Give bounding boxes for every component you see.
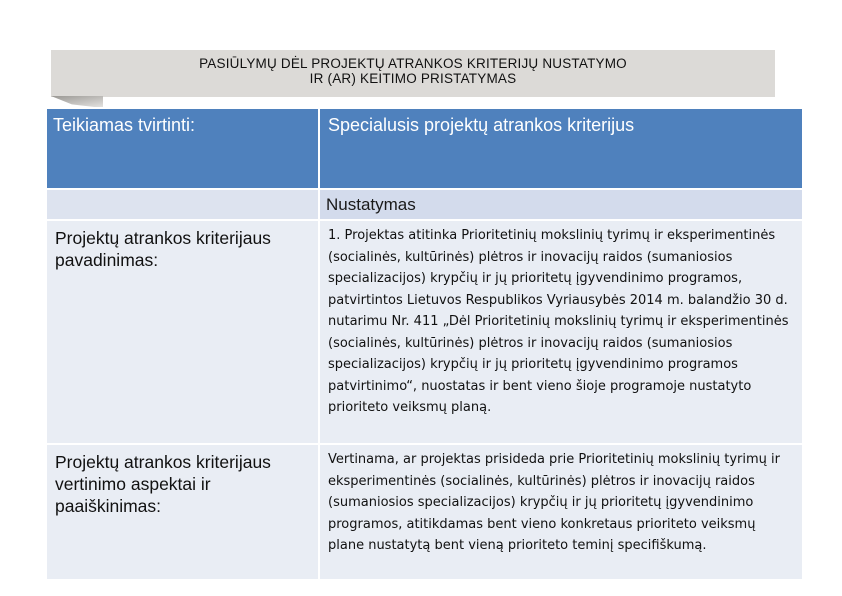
- slide-title-line-1: PASIŪLYMŲ DĖL PROJEKTŲ ATRANKOS KRITERIJŲ NUSTATYMO: [199, 56, 627, 71]
- criterion-name-label: Projektų atrankos kriterijaus pavadinimas:: [46, 220, 319, 444]
- subheader-empty-cell: [46, 189, 319, 220]
- slide-title-banner: [51, 50, 775, 97]
- header-right-cell: Specialusis projektų atrankos kriterijus: [319, 108, 803, 189]
- slide-title-line-2: IR (AR) KEITIMO PRISTATYMAS: [309, 71, 517, 86]
- table-row: [46, 220, 803, 444]
- table-row: [46, 444, 803, 580]
- criterion-aspects-label: Projektų atrankos kriterijaus vertinimo aspektai ir paaiškinimas:: [46, 444, 319, 580]
- table-header-row: [46, 108, 803, 189]
- table-subheader-row: [46, 189, 803, 220]
- criterion-aspects-value: Vertinama, ar projektas prisideda prie Prioritetinių mokslinių tyrimų ir eksperimentinės (socialinės, kultūrinės) plėtros ir inovacijų raidos (sumaniosios specializacijos) krypčių ir jų prioritetų įgyvendinimo programos, atitikdamas bent vieno konkretaus prioriteto veiksmų plane nustatytą bent vieną prioriteto teminį specifiškumą.: [319, 444, 803, 580]
- criteria-table: [45, 107, 804, 581]
- header-left-cell: Teikiamas tvirtinti:: [46, 108, 319, 189]
- criterion-name-value: 1. Projektas atitinka Prioritetinių mokslinių tyrimų ir eksperimentinės (socialinės, kultūrinės) plėtros ir inovacijų raidos (sumaniosios specializacijos) krypčių ir jų prioritetų įgyvendinimo programos, patvirtintos Lietuvos Respublikos Vyriausybės 2014 m. balandžio 30 d. nutarimu Nr. 411 „Dėl Prioritetinių mokslinių tyrimų ir eksperimentinės (socialinės, kultūrinės) plėtros ir inovacijų raidos (sumaniosios specializacijos) krypčių ir jų prioritetų įgyvendinimo programos patvirtinimo“, nuostatas ir bent vieno šioje programoje nustatyto prioriteto veiksmų planą.: [319, 220, 803, 444]
- subheader-cell: Nustatymas: [319, 189, 803, 220]
